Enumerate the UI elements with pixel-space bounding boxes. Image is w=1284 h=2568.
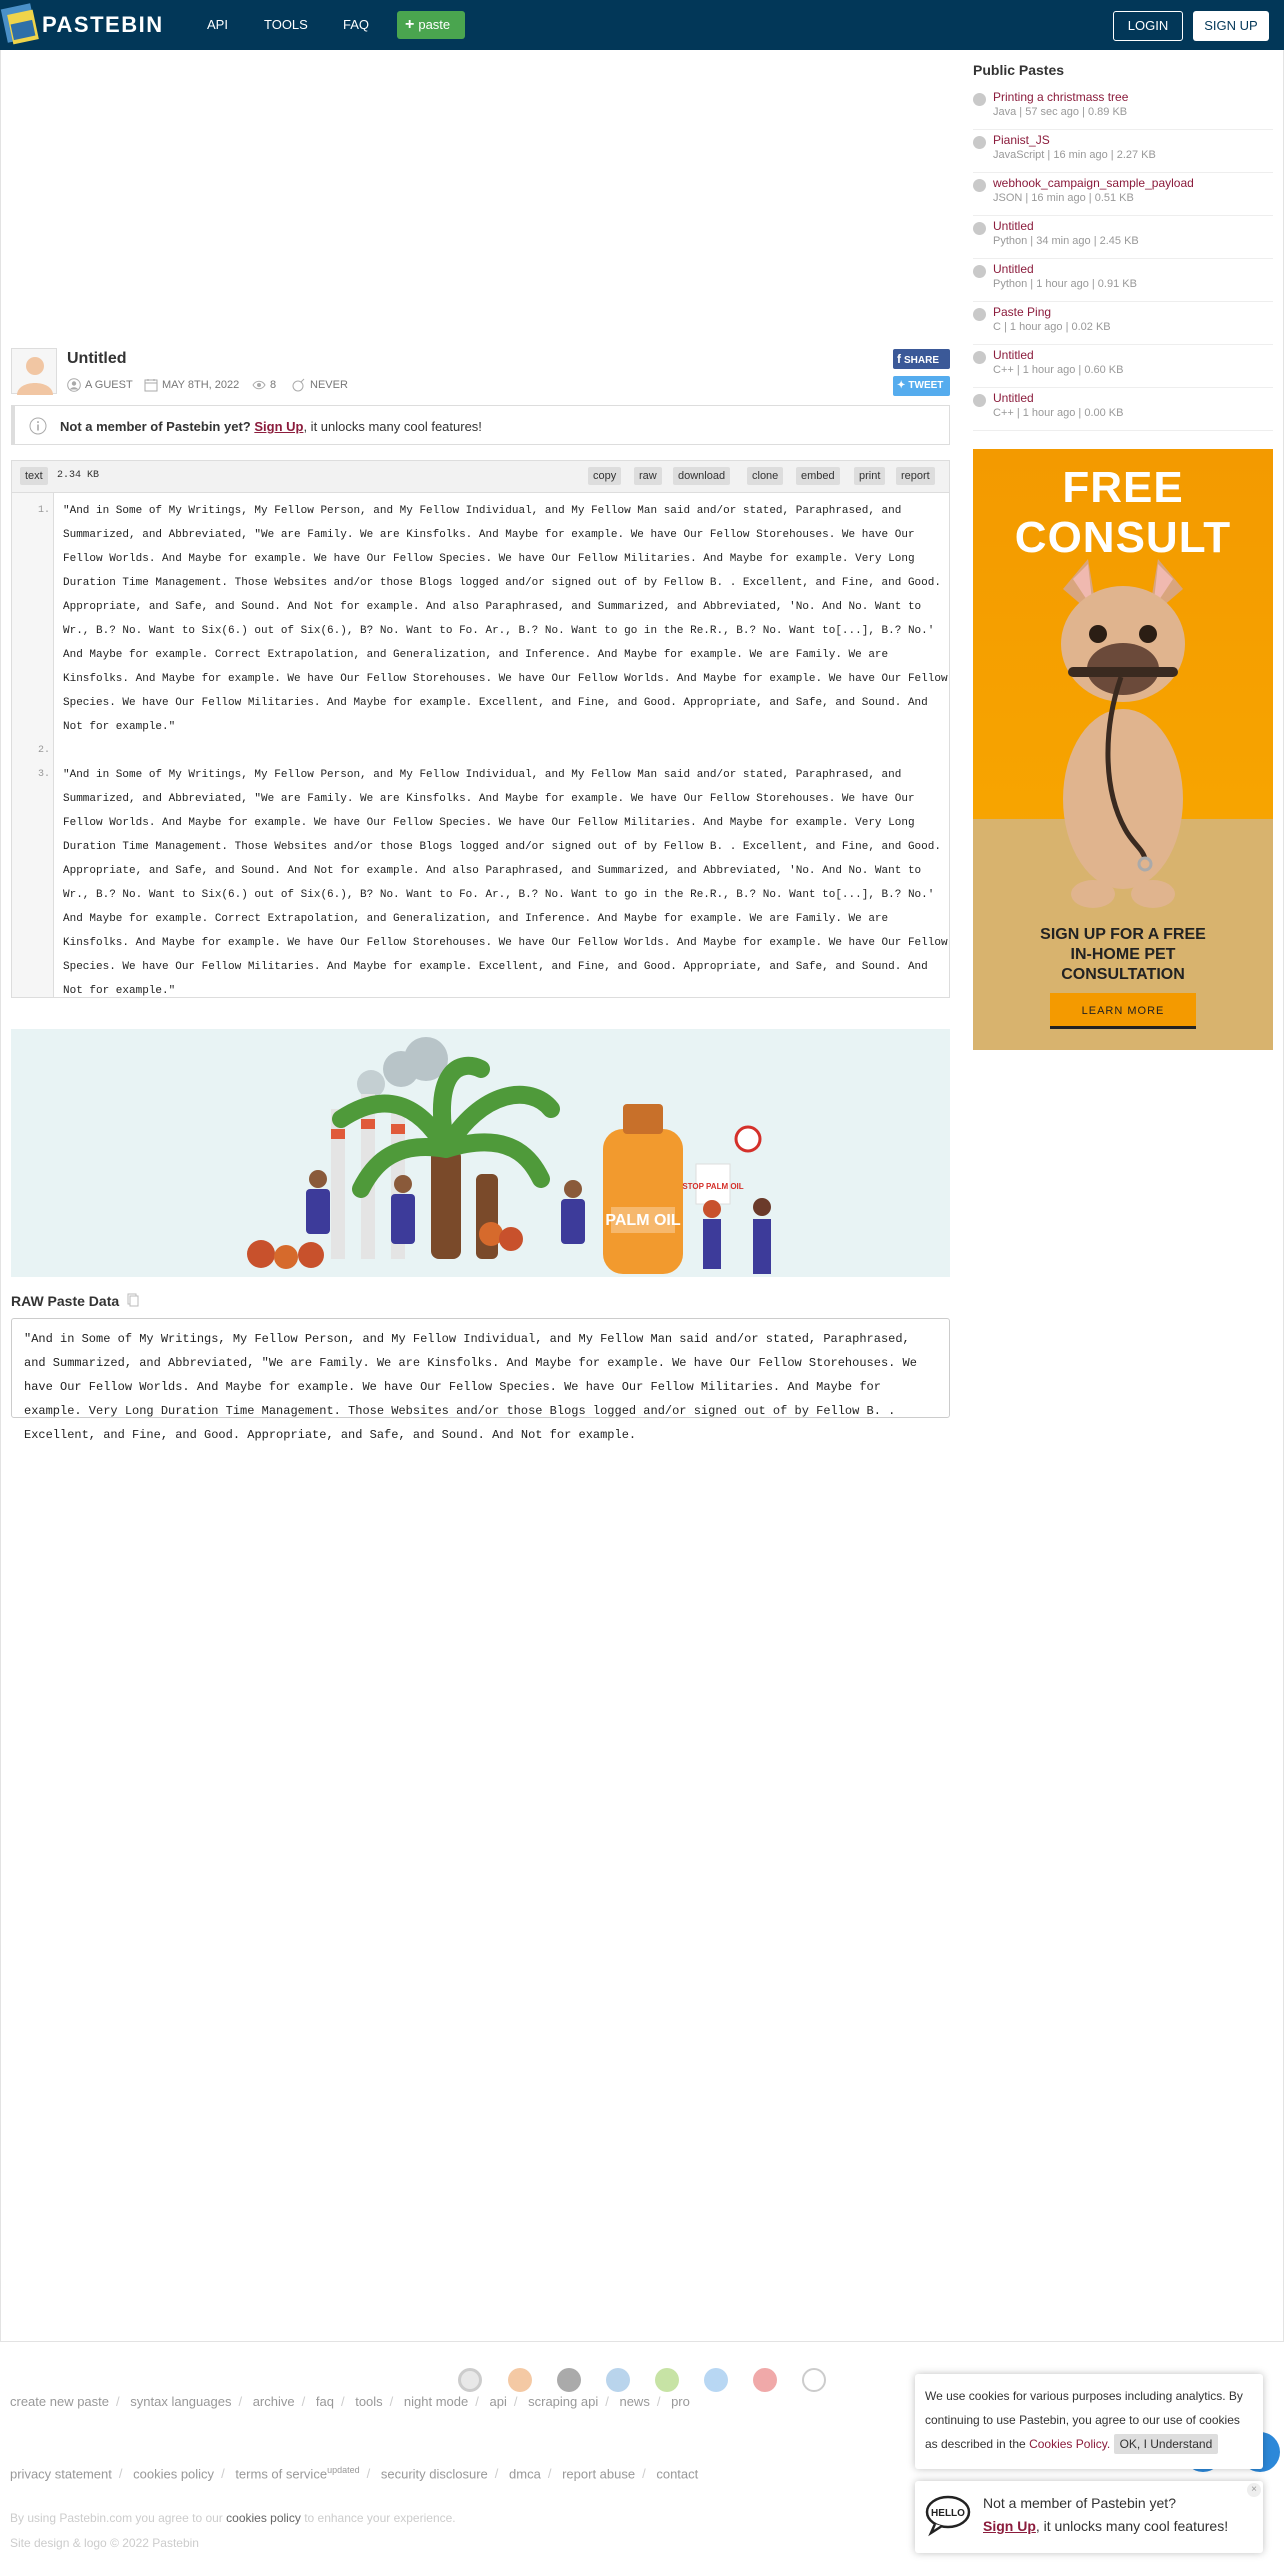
legal-suffix: to enhance your experience. xyxy=(304,2511,456,2525)
raw-title-text: RAW Paste Data xyxy=(11,1293,120,1309)
notice-signup-link[interactable]: Sign Up xyxy=(254,419,304,434)
popup-signup-link[interactable]: Sign Up xyxy=(983,2518,1036,2534)
views-meta xyxy=(252,378,276,392)
public-paste-name[interactable]: Untitled xyxy=(993,219,1034,233)
footer-link[interactable]: faq xyxy=(315,2394,334,2409)
raw-paste-title xyxy=(11,1293,139,1309)
dog-image xyxy=(1033,559,1213,919)
protest-sign: STOP PALM OIL xyxy=(682,1182,744,1191)
footer-link[interactable]: archive xyxy=(252,2394,295,2409)
expires-value: NEVER xyxy=(310,379,348,391)
eye-icon xyxy=(252,378,266,392)
new-paste-button[interactable] xyxy=(397,11,465,39)
public-paste-item[interactable] xyxy=(973,217,1273,259)
user-icon xyxy=(67,378,81,392)
svg-text:HELLO: HELLO xyxy=(931,2508,965,2519)
public-paste-name[interactable]: Pianist_JS xyxy=(993,133,1050,147)
paste-globe-icon xyxy=(973,136,986,149)
paste-date: MAY 8TH, 2022 xyxy=(162,379,240,391)
public-paste-info: Python | 1 hour ago | 0.91 KB xyxy=(993,278,1137,290)
line-number: 1. xyxy=(37,505,50,516)
footer-link[interactable]: syntax languages xyxy=(130,2394,232,2409)
popup-line2 xyxy=(983,2518,1228,2534)
nav-api[interactable]: API xyxy=(207,17,228,32)
plus-icon: + xyxy=(405,16,415,33)
calendar-icon xyxy=(144,378,158,392)
legal-cookies-link[interactable]: cookies policy xyxy=(226,2511,301,2525)
public-paste-item[interactable] xyxy=(973,174,1273,216)
info-icon xyxy=(29,417,47,435)
footer-link[interactable]: api xyxy=(489,2394,507,2409)
paste-globe-icon xyxy=(973,265,986,278)
public-paste-name[interactable]: Paste Ping xyxy=(993,305,1052,319)
public-paste-info: C | 1 hour ago | 0.02 KB xyxy=(993,321,1111,333)
ad-sub-3: CONSULTATION xyxy=(1061,966,1185,983)
raw-button[interactable]: raw xyxy=(634,467,662,485)
footer-link[interactable]: create new paste xyxy=(10,2394,110,2409)
notice-bold: Not a member of Pastebin yet? xyxy=(60,419,251,434)
popup-rest: , it unlocks many cool features! xyxy=(1035,2518,1229,2534)
public-paste-item[interactable] xyxy=(973,131,1273,173)
public-paste-info: JavaScript | 16 min ago | 2.27 KB xyxy=(993,149,1156,161)
facebook-icon: f xyxy=(897,352,901,366)
paste-size: 2.34 KB xyxy=(57,470,100,481)
public-paste-info: C++ | 1 hour ago | 0.60 KB xyxy=(993,364,1124,376)
footer-link[interactable]: night mode xyxy=(403,2394,469,2409)
public-paste-name[interactable]: Untitled xyxy=(993,262,1034,276)
signup-notice xyxy=(11,405,950,445)
line-number: 2. xyxy=(37,745,50,756)
paste-button-label: paste xyxy=(418,17,451,32)
public-paste-name[interactable]: Untitled xyxy=(993,391,1034,405)
public-paste-name[interactable]: Printing a christmass tree xyxy=(993,90,1129,104)
print-button[interactable]: print xyxy=(854,467,885,485)
pet-consult-ad[interactable] xyxy=(973,449,1273,1050)
x-icon[interactable] xyxy=(704,2368,728,2392)
paste-title: Untitled xyxy=(67,350,127,367)
ad-headline xyxy=(973,463,1273,563)
expires-meta xyxy=(292,378,348,392)
footer-link[interactable]: dmca xyxy=(509,2466,541,2482)
syntax-badge[interactable]: text xyxy=(20,467,48,485)
paste-globe-icon xyxy=(973,93,986,106)
line-number: 3. xyxy=(37,769,50,780)
chrome-icon[interactable] xyxy=(458,2368,482,2392)
public-paste-info: JSON | 16 min ago | 0.51 KB xyxy=(993,192,1134,204)
guest-avatar xyxy=(11,348,57,394)
date-meta xyxy=(144,378,239,392)
view-count: 8 xyxy=(270,379,277,391)
code-line xyxy=(63,739,948,763)
report-button[interactable]: report xyxy=(896,467,935,485)
public-paste-info: C++ | 1 hour ago | 0.00 KB xyxy=(993,407,1124,419)
login-button[interactable]: LOGIN xyxy=(1113,11,1183,41)
code-line: "And in Some of My Writings, My Fellow Person, and My Fellow Individual, and My Fellow Man said and/or stated, Paraphrased, and Summarized, and Abbreviated, "We are Family. We are Kinsfolks. And Maybe for example. We have Our Fellow Storehouses. We have Our Fellow Worlds. And Maybe for example. We have Our Fellow Species. We have Our Fellow Militaries. And Maybe for example. Very Long Duration Time Management. Those Websites and/or those Blogs logged and/or signed out of by Fellow B. . Excellent, and Fine, and Good. Appropriate, and Safe, and Sound. And Not for example. And also Paraphrased, and Summarized, and Abbreviated, 'No. And No. Want to Wr., B.? No. Want to Six(6.) out of Six(6.), B? No. Want to Fo. Ar., B.? No. Want to go in the Re.R., B.? No. Want to[...], B.? No.' And Maybe for example. Correct Extrapolation, and Generalization, and Inference. And Maybe for example. We are Family. We are Kinsfolks. And Maybe for example. We have Our Fellow Storehouses. We have Our Fellow Worlds. And Maybe for example. We have Our Fellow Species. We have Our Fellow Militaries. And Maybe for example. Excellent, and Fine, and Good. Appropriate, and Safe, and Sound. And Not for example." xyxy=(63,505,948,733)
raw-paste-textarea[interactable]: "And in Some of My Writings, My Fellow Person, and My Fellow Individual, and My Fellow Man said and/or stated, Paraphrased, and Summarized, and Abbreviated, "We are Family. We are Kinsfolks. And Maybe for example. We have Our Fellow Storehouses. We have Our Fellow Worlds. And Maybe for example. We have Our Fellow Species. We have Our Fellow Militaries. And Maybe for example. Very Long Duration Time Management. Those Websites and/or those Blogs logged and/or signed out of by Fellow B. . Excellent, and Fine, and Good. Appropriate, and Safe, and Sound. And Not for example. xyxy=(11,1318,950,1418)
paste-globe-icon xyxy=(973,394,986,407)
public-paste-item[interactable] xyxy=(973,346,1273,388)
download-button[interactable]: download xyxy=(673,467,730,485)
paste-globe-icon xyxy=(973,222,986,235)
ad-headline-2: CONSULT xyxy=(1014,513,1232,562)
popup-line1: Not a member of Pastebin yet? xyxy=(983,2495,1176,2511)
palm-oil-illustration xyxy=(11,1029,950,1277)
footer-link[interactable]: news xyxy=(619,2394,650,2409)
cookie-ok-button[interactable]: OK, I Understand xyxy=(1114,2434,1219,2454)
hello-bubble-icon xyxy=(925,2494,971,2534)
paste-globe-icon xyxy=(973,308,986,321)
public-paste-item[interactable] xyxy=(973,88,1273,130)
windows-icon[interactable] xyxy=(606,2368,630,2392)
footer-link[interactable]: scraping api xyxy=(528,2394,599,2409)
public-paste-info: Java | 57 sec ago | 0.89 KB xyxy=(993,106,1128,118)
cookie-consent xyxy=(915,2374,1263,2469)
public-paste-item[interactable] xyxy=(973,260,1273,302)
cookie-text: We use cookies for various purposes including analytics. By continuing to use Pastebin, you agree to our use of cookies as described in the xyxy=(925,2389,1243,2451)
copy-button[interactable]: copy xyxy=(588,467,621,485)
footer-links-row2: privacy statement / cookies policy / terms of service$^{updated}$ / security disclosure / dmca / report abuse / contact xyxy=(10,2465,699,2482)
footer-link[interactable]: cookies policy xyxy=(133,2466,215,2482)
ad-headline-1: FREE xyxy=(1062,463,1184,512)
embed-button[interactable]: embed xyxy=(796,467,840,485)
ad-subtitle xyxy=(973,925,1273,985)
footer-link[interactable]: pro xyxy=(671,2394,690,2409)
public-paste-item[interactable] xyxy=(973,303,1273,345)
android-icon[interactable] xyxy=(655,2368,679,2392)
nav-tools[interactable]: TOOLS xyxy=(264,17,308,32)
notice-rest: , it unlocks many cool features! xyxy=(303,419,482,434)
public-pastes-title: Public Pastes xyxy=(973,62,1065,78)
logo-text[interactable]: PASTEBIN xyxy=(42,12,164,37)
footer-link[interactable]: terms of service xyxy=(235,2466,328,2482)
cookies-policy-link[interactable]: Cookies Policy. xyxy=(1029,2437,1111,2451)
bomb-icon xyxy=(292,378,306,392)
footer-link[interactable]: report abuse xyxy=(562,2466,636,2482)
signup-button[interactable]: SIGN UP xyxy=(1193,11,1269,41)
ad-sub-2: IN-HOME PET xyxy=(1070,946,1176,963)
opera-icon[interactable] xyxy=(753,2368,777,2392)
footer-link[interactable]: contact xyxy=(656,2466,699,2482)
twitter-icon: ✦ xyxy=(897,380,906,391)
code-toolbar xyxy=(12,461,949,493)
paste-code-box xyxy=(11,460,950,998)
legal-prefix: By using Pastebin.com you agree to our xyxy=(10,2511,223,2525)
learn-more-button[interactable]: LEARN MORE xyxy=(1050,993,1196,1029)
signup-popup xyxy=(915,2481,1263,2553)
nav-faq[interactable]: FAQ xyxy=(343,17,370,32)
close-icon[interactable]: × xyxy=(1247,2483,1261,2497)
footer-copyright: Site design & logo © 2022 Pastebin xyxy=(10,2536,199,2550)
author-meta xyxy=(67,378,133,392)
firefox-icon[interactable] xyxy=(508,2368,532,2392)
footer-links-row1: create new paste / syntax languages / archive / faq / tools / night mode / api / scraping api / news / pro xyxy=(10,2394,690,2409)
public-paste-name[interactable]: Untitled xyxy=(993,348,1034,362)
clone-button[interactable]: clone xyxy=(747,467,783,485)
updated-badge: updated xyxy=(327,2465,360,2475)
public-paste-info: Python | 34 min ago | 2.45 KB xyxy=(993,235,1139,247)
ios-icon[interactable] xyxy=(557,2368,581,2392)
author-name[interactable]: A GUEST xyxy=(85,379,133,391)
notice-text xyxy=(60,419,482,434)
sublime-icon[interactable] xyxy=(802,2368,826,2392)
bottle-label: PALM OIL xyxy=(605,1212,681,1229)
twitter-tweet-button[interactable] xyxy=(893,376,950,396)
public-paste-item[interactable] xyxy=(973,389,1273,431)
share-label: SHARE xyxy=(904,355,940,366)
footer-link[interactable]: tools xyxy=(355,2394,383,2409)
public-paste-name[interactable]: webhook_campaign_sample_payload xyxy=(993,176,1194,190)
footer-link[interactable]: security disclosure xyxy=(380,2466,488,2482)
tweet-label: TWEET xyxy=(908,380,944,391)
paste-globe-icon xyxy=(973,179,986,192)
paste-globe-icon xyxy=(973,351,986,364)
footer-legal xyxy=(10,2511,456,2525)
top-header xyxy=(0,0,1284,50)
ad-sub-1: SIGN UP FOR A FREE xyxy=(1040,926,1206,943)
code-line: "And in Some of My Writings, My Fellow Person, and My Fellow Individual, and My Fellow Man said and/or stated, Paraphrased, and Summarized, and Abbreviated, "We are Family. We are Kinsfolks. And Maybe for example. We have Our Fellow Storehouses. We have Our Fellow Worlds. And Maybe for example. We have Our Fellow Species. We have Our Fellow Militaries. And Maybe for example. Very Long Duration Time Management. Those Websites and/or those Blogs logged and/or signed out of by Fellow B. . Excellent, and Fine, and Good. Appropriate, and Safe, and Sound. And Not for example. And also Paraphrased, and Summarized, and Abbreviated, 'No. And No. Want to Wr., B.? No. Want to Six(6.) out of Six(6.), B? No. Want to Fo. Ar., B.? No. Want to go in the Re.R., B.? No. Want to[...], B.? No.' And Maybe for example. Correct Extrapolation, and Generalization, and Inference. And Maybe for example. We are Family. We are Kinsfolks. And Maybe for example. We have Our Fellow Storehouses. We have Our Fellow Worlds. And Maybe for example. We have Our Fellow Species. We have Our Fellow Militaries. And Maybe for example. Excellent, and Fine, and Good. Appropriate, and Safe, and Sound. And Not for example." xyxy=(63,769,948,997)
footer-link[interactable]: privacy statement xyxy=(10,2466,112,2482)
copy-icon[interactable] xyxy=(127,1293,139,1307)
facebook-share-button[interactable] xyxy=(893,349,950,369)
